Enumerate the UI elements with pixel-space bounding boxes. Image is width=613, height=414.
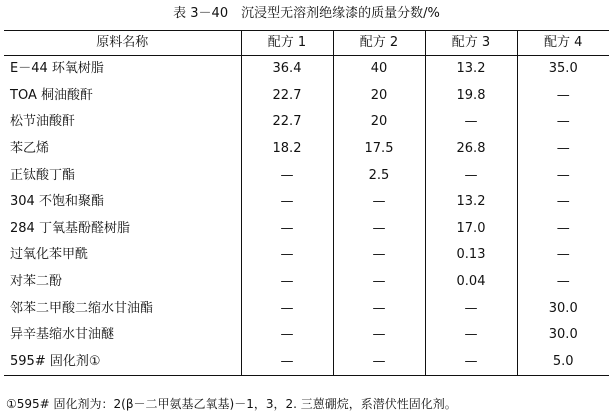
table-row: [4, 242, 609, 269]
cell-formula-4: 35.0: [548, 61, 578, 77]
table-row: [4, 162, 609, 189]
cell-formula-2: 2.5: [333, 162, 425, 189]
cell-formula-3: 17.0: [425, 216, 517, 243]
cell-formula-4: 30.0: [548, 327, 578, 343]
cell-material-name: 595# 固化剂①: [4, 349, 241, 376]
cell-formula-2: —: [333, 295, 425, 322]
cell-formula-2: 20: [333, 109, 425, 136]
table-row: [4, 322, 609, 349]
header-formula-4: 配方 4: [517, 31, 609, 56]
cell-formula-4: —: [556, 220, 570, 236]
cell-material-name: 过氧化苯甲酰: [4, 242, 241, 269]
table-row: [4, 136, 609, 163]
cell-formula-2: —: [333, 349, 425, 376]
cell-formula-4: —: [556, 274, 570, 290]
table-row: [4, 216, 609, 243]
cell-formula-1: —: [241, 189, 333, 216]
cell-formula-2: —: [333, 216, 425, 243]
cell-formula-3: —: [425, 162, 517, 189]
cell-formula-1: —: [241, 162, 333, 189]
cell-formula-2: 20: [333, 83, 425, 110]
cell-formula-1: —: [241, 295, 333, 322]
cell-formula-3: —: [425, 349, 517, 376]
header-formula-2: 配方 2: [333, 31, 425, 56]
cell-formula-4: —: [556, 247, 570, 263]
cell-formula-1: 22.7: [241, 109, 333, 136]
header-formula-3: 配方 3: [425, 31, 517, 56]
footnote: ①595# 固化剂为：2(β－二甲氨基乙氧基)－1，3，2. 三蒽硼烷，系潜伏性固化剂。: [6, 397, 457, 411]
cell-formula-3: 19.8: [425, 83, 517, 110]
cell-material-name: 邻苯二甲酸二缩水甘油酯: [4, 295, 241, 322]
cell-formula-2: —: [333, 242, 425, 269]
cell-formula-4: —: [556, 87, 570, 103]
cell-formula-4: —: [556, 167, 570, 183]
table-row: [4, 269, 609, 296]
cell-formula-1: 22.7: [241, 83, 333, 110]
cell-formula-1: —: [241, 349, 333, 376]
cell-formula-1: 18.2: [241, 136, 333, 163]
table-row: [4, 109, 609, 136]
table-title: 表 3－40 沉浸型无溶剂绝缘漆的质量分数/%: [173, 6, 440, 21]
cell-formula-2: —: [333, 322, 425, 349]
cell-formula-3: —: [425, 295, 517, 322]
cell-formula-4: —: [556, 114, 570, 130]
cell-material-name: 松节油酸酐: [4, 109, 241, 136]
cell-formula-3: 0.04: [425, 269, 517, 296]
formula-table: [4, 30, 609, 376]
cell-formula-2: 17.5: [333, 136, 425, 163]
cell-material-name: 284 丁氧基酚醛树脂: [4, 216, 241, 243]
cell-formula-3: 0.13: [425, 242, 517, 269]
table-body: [4, 56, 609, 376]
cell-material-name: 304 不饱和聚酯: [4, 189, 241, 216]
cell-formula-1: —: [241, 242, 333, 269]
header-material-name: 原料名称: [4, 31, 241, 56]
cell-formula-3: —: [425, 322, 517, 349]
cell-material-name: TOA 桐油酸酐: [4, 83, 241, 110]
table-row: [4, 83, 609, 110]
table-row: [4, 189, 609, 216]
cell-material-name: 苯乙烯: [4, 136, 241, 163]
cell-formula-2: 40: [333, 56, 425, 83]
table-header-row: [4, 31, 609, 56]
cell-formula-1: —: [241, 322, 333, 349]
cell-formula-3: 13.2: [425, 189, 517, 216]
cell-formula-4: —: [556, 141, 570, 157]
cell-material-name: 对苯二酚: [4, 269, 241, 296]
table-row: [4, 56, 609, 83]
cell-formula-2: —: [333, 189, 425, 216]
cell-formula-2: —: [333, 269, 425, 296]
cell-formula-1: —: [241, 269, 333, 296]
cell-material-name: 异辛基缩水甘油醚: [4, 322, 241, 349]
table-row: [4, 349, 609, 376]
cell-formula-1: —: [241, 216, 333, 243]
cell-formula-4: 30.0: [548, 300, 578, 316]
cell-formula-3: 13.2: [425, 56, 517, 83]
cell-material-name: 正钛酸丁酯: [4, 162, 241, 189]
table-row: [4, 295, 609, 322]
cell-formula-4: —: [556, 194, 570, 210]
cell-material-name: E－44 环氧树脂: [4, 56, 241, 83]
cell-formula-4: 5.0: [517, 349, 609, 376]
cell-formula-3: 26.8: [425, 136, 517, 163]
header-formula-1: 配方 1: [241, 31, 333, 56]
cell-formula-3: —: [425, 109, 517, 136]
cell-formula-1: 36.4: [241, 56, 333, 83]
